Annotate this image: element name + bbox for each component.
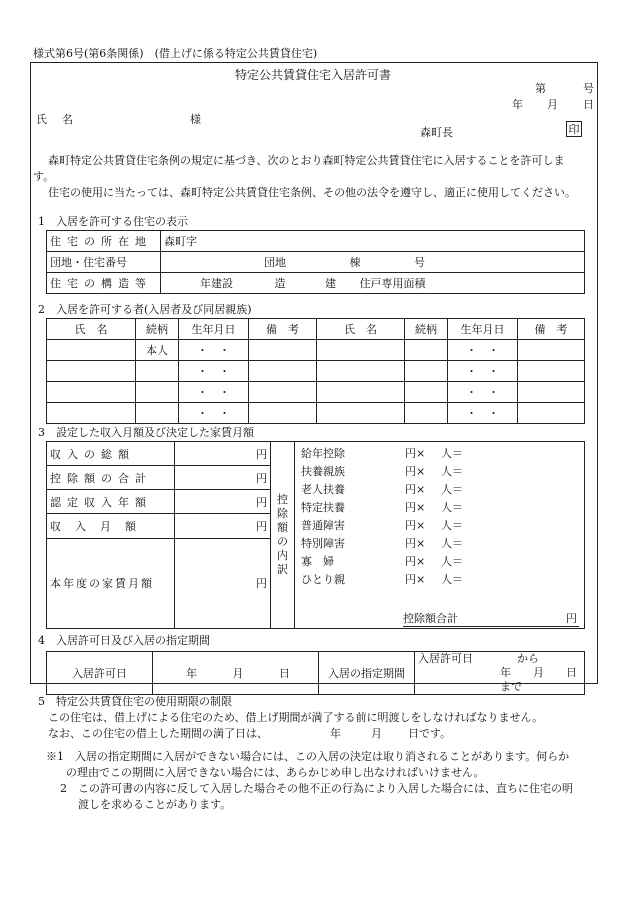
section5-heading: 5 特定公共賃貸住宅の使用期限の制限 <box>38 695 232 708</box>
deduction-yen: 円× <box>405 465 426 478</box>
table-row <box>47 340 585 361</box>
deduction-breakdown <box>295 442 585 629</box>
deduction-person: 人＝ <box>441 519 463 532</box>
intro-line-2: す。 <box>33 170 55 183</box>
birth-dots: ・ ・ <box>179 361 249 382</box>
deduction-row <box>301 517 581 535</box>
deduction-name: 扶養親族 <box>301 465 345 478</box>
deduction-total-label: 控除額の合計 <box>47 466 175 490</box>
deduction-name: 普通障害 <box>301 519 345 532</box>
deduction-breakdown-label: 控除額の内訳 <box>271 442 295 629</box>
deduction-row <box>301 481 581 499</box>
col-header-relation-2: 続柄 <box>405 319 448 340</box>
col-header-name: 氏 名 <box>47 319 136 340</box>
section1-heading: 1 入居を許可する住宅の表示 <box>38 215 188 228</box>
deduction-name: 給年控除 <box>301 447 345 460</box>
birth-dots: ・ ・ <box>179 382 249 403</box>
occupants-table <box>46 318 585 424</box>
col-header-remarks: 備 考 <box>249 319 317 340</box>
deduction-row <box>301 535 581 553</box>
birth-dots: ・ ・ <box>448 340 518 361</box>
form-number: 様式第6号(第6条関係) (借上げに係る特定公共賃貸住宅) <box>33 47 318 60</box>
deduction-total: 控除額合計 円 <box>403 612 577 625</box>
structure-value: 年建設 造 建 住戸専用面積 <box>161 273 585 294</box>
section5-line-1: この住宅は、借上げによる住宅のため、借上げ期間が満了する前に明渡しをしなければなりません。 <box>48 711 544 724</box>
birth-dots: ・ ・ <box>179 403 249 424</box>
date-year: 年 <box>512 98 523 111</box>
number-label: 団地・住宅番号 <box>47 252 161 273</box>
deduction-yen: 円× <box>405 501 426 514</box>
doc-number-dai: 第 <box>535 82 546 95</box>
deduction-row <box>301 463 581 481</box>
note-1-line-1: ※1 入居の指定期間に入居ができない場合には、この入居の決定は取り消されることがあります。何らか <box>46 750 570 763</box>
number-value: 団地 棟 号 <box>161 252 585 273</box>
note-1-line-2: の理由でこの期間に入居できない場合には、あらかじめ申し出なければいけません。 <box>66 766 485 779</box>
income-total-label: 収入の総額 <box>47 442 175 466</box>
deduction-name: ひとり親 <box>301 573 345 586</box>
deduction-person: 人＝ <box>441 501 463 514</box>
structure-label: 住宅の構造等 <box>47 273 161 294</box>
deduction-row <box>301 445 581 463</box>
doc-number-go: 号 <box>583 82 594 95</box>
deduction-row <box>301 571 581 589</box>
table-row <box>47 442 585 466</box>
deduction-yen: 円× <box>405 555 426 568</box>
table-row <box>47 231 585 252</box>
period-value: 入居許可日 から 年 月 日まで <box>415 652 585 695</box>
table-row <box>47 252 585 273</box>
yen-unit: 円 <box>175 490 271 514</box>
document-title: 特定公共賃貸住宅入居許可書 <box>235 68 392 82</box>
location-value: 森町字 <box>161 231 585 252</box>
deduction-person: 人＝ <box>441 573 463 586</box>
housing-table <box>46 230 585 294</box>
deduction-name: 老人扶養 <box>301 483 345 496</box>
deduction-person: 人＝ <box>441 537 463 550</box>
date-day: 日 <box>583 98 594 111</box>
table-row <box>47 319 585 340</box>
section2-heading: 2 入居を許可する者(入居者及び同居親族) <box>38 303 252 316</box>
self-label: 本人 <box>136 340 179 361</box>
birth-dots: ・ ・ <box>179 340 249 361</box>
birth-dots: ・ ・ <box>448 382 518 403</box>
section4-heading: 4 入居許可日及び入居の指定期間 <box>38 634 210 647</box>
deduction-name: 寡 婦 <box>301 555 334 568</box>
annual-income-label: 認定収入年額 <box>47 490 175 514</box>
deduction-row <box>301 499 581 517</box>
deduction-yen: 円× <box>405 483 426 496</box>
birth-dots: ・ ・ <box>448 403 518 424</box>
yen-unit: 円 <box>175 466 271 490</box>
table-row <box>47 382 585 403</box>
col-header-birth-2: 生年月日 <box>448 319 518 340</box>
note-2-line-1: 2 この許可書の内容に反して入居した場合その他不正の行為により入居した場合には、直ちに住宅の明 <box>60 782 573 795</box>
rent-label: 本年度の家賃月額 <box>47 538 175 629</box>
col-header-relation: 続柄 <box>136 319 179 340</box>
table-row <box>47 361 585 382</box>
table-row <box>47 652 585 695</box>
deduction-yen: 円× <box>405 573 426 586</box>
deduction-yen: 円× <box>405 537 426 550</box>
yen-unit: 円 <box>175 538 271 629</box>
permit-date-value: 年 月 日 <box>153 652 319 695</box>
deduction-person: 人＝ <box>441 555 463 568</box>
deduction-person: 人＝ <box>441 483 463 496</box>
date-month: 月 <box>547 98 558 111</box>
intro-line-3: 住宅の使用に当たっては、森町特定公共賃貸住宅条例、その他の法令を遵守し、適正に使用してください。 <box>48 186 576 199</box>
birth-dots: ・ ・ <box>448 361 518 382</box>
deduction-name: 特定扶養 <box>301 501 345 514</box>
deduction-yen: 円× <box>405 519 426 532</box>
yen-unit: 円 <box>175 514 271 538</box>
monthly-income-label: 収入月額 <box>47 514 175 538</box>
col-header-name-2: 氏 名 <box>317 319 405 340</box>
col-header-birth: 生年月日 <box>179 319 249 340</box>
deduction-person: 人＝ <box>441 447 463 460</box>
table-row <box>47 273 585 294</box>
issuer-title: 森町長 <box>420 126 453 139</box>
period-label: 入居の指定期間 <box>319 652 415 695</box>
recipient-suffix: 様 <box>190 113 201 126</box>
yen-unit: 円 <box>175 442 271 466</box>
col-header-remarks-2: 備 考 <box>518 319 585 340</box>
period-table <box>46 651 585 695</box>
intro-line-1: 森町特定公共賃貸住宅条例の規定に基づき、次のとおり森町特定公共賃貸住宅に入居することを許可しま <box>48 154 565 167</box>
deduction-person: 人＝ <box>441 465 463 478</box>
deduction-yen: 円× <box>405 447 426 460</box>
permit-date-label: 入居許可日 <box>47 652 153 695</box>
location-label: 住宅の所在地 <box>47 231 161 252</box>
table-row <box>47 403 585 424</box>
seal-stamp: 印 <box>566 121 582 137</box>
note-2-line-2: 渡しを求めることがあります。 <box>78 798 232 811</box>
recipient-label: 氏 名 <box>36 113 75 126</box>
section3-heading: 3 設定した収入月額及び決定した家賃月額 <box>38 426 254 439</box>
section5-line-2: なお、この住宅の借上した期間の満了日は、 年 月 日です。 <box>48 727 452 740</box>
income-table <box>46 441 585 629</box>
deduction-name: 特別障害 <box>301 537 345 550</box>
deduction-row <box>301 553 581 571</box>
